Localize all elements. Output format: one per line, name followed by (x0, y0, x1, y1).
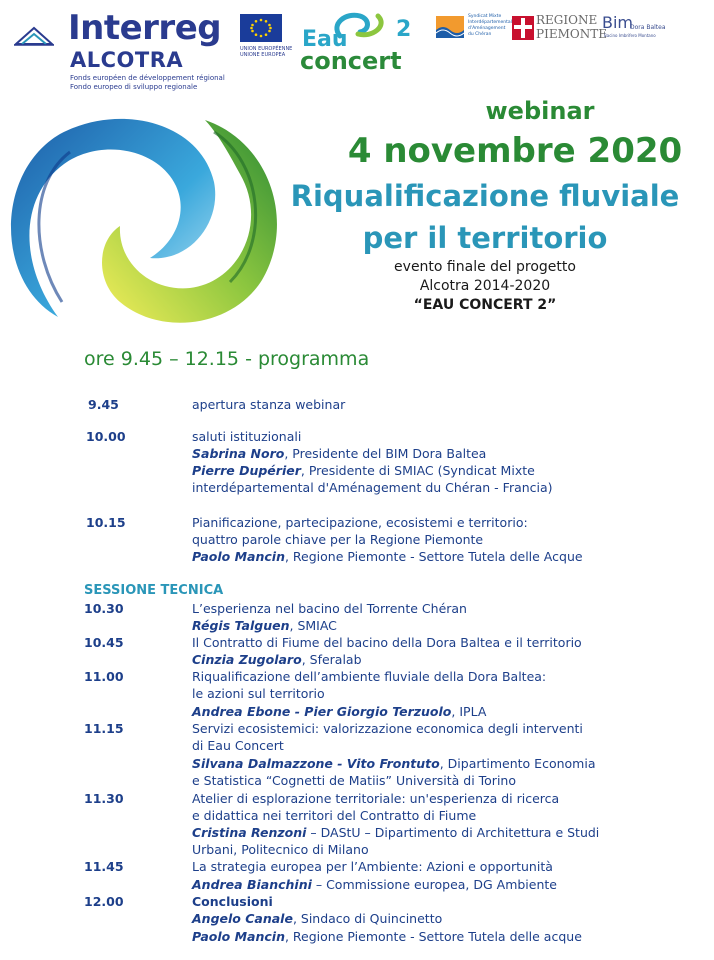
fonds-line-it: Fondo europeo di sviluppo regionale (70, 83, 198, 91)
session-label: SESSIONE TECNICA (84, 583, 224, 598)
speaker-role: , Regione Piemonte - Settore Tutela delle Acque (284, 549, 583, 564)
agenda-time: 10.30 (84, 601, 124, 616)
smiac-text-line: du Chéran (468, 32, 492, 37)
speaker-role: , IPLA (451, 704, 487, 719)
eau-logo-text: Eau (302, 27, 348, 52)
event-title-line2: per il territorio (362, 221, 608, 255)
program-heading: ore 9.45 – 12.15 - programma (84, 348, 370, 370)
agenda-speaker (192, 617, 337, 634)
speaker-name: Sabrina Noro (192, 446, 285, 461)
agenda-title-continued: di Eau Concert (192, 738, 284, 753)
speaker-role: – DAStU – Dipartimento di Architettura e Studi (306, 825, 600, 840)
webinar-label: webinar (485, 97, 595, 125)
agenda-time: 10.45 (84, 635, 124, 650)
concert-logo-text: concert (300, 47, 402, 75)
smiac-text-line: Syndicat Mixte (468, 14, 502, 19)
agenda-title: L’esperienza nel bacino del Torrente Chéran (192, 601, 467, 616)
fonds-line-fr: Fonds européen de développement régional (70, 74, 225, 82)
alcotra-mountain-icon (14, 26, 54, 46)
agenda-speaker (192, 462, 535, 479)
dora-baltea-text: Dora Baltea (630, 24, 666, 31)
water-swirl-graphic-icon (0, 112, 290, 332)
eu-flag-icon (240, 14, 282, 42)
agenda-speaker (192, 445, 486, 462)
agenda-speaker (192, 548, 583, 565)
speaker-name: Paolo Mancin (192, 929, 285, 944)
agenda-speaker (192, 910, 442, 927)
regione-text: REGIONE (536, 13, 598, 27)
speaker-role: , Sindaco di Quincinetto (292, 911, 443, 926)
event-subtitle-line2: Alcotra 2014-2020 (419, 278, 551, 294)
speaker-role-continued: e Statistica “Cognetti de Matiis” Università di Torino (192, 773, 516, 788)
agenda-speaker (192, 703, 486, 720)
speaker-role: , Presidente di SMIAC (Syndicat Mixte (300, 463, 535, 478)
speaker-role-continued: Urbani, Politecnico di Milano (192, 842, 369, 857)
event-subtitle-line1: evento finale del progetto (394, 259, 576, 275)
smiac-text-line: d'Aménagement (468, 26, 506, 31)
speaker-role: , Dipartimento Economia (439, 756, 596, 771)
speaker-name: Cristina Renzoni (192, 825, 307, 840)
agenda-title: apertura stanza webinar (192, 397, 346, 412)
agenda-title-continued: le azioni sul territorio (192, 686, 325, 701)
speaker-role: , Sferalab (301, 652, 362, 667)
agenda-title: Pianificazione, partecipazione, ecosistemi e territorio: (192, 515, 528, 530)
agenda-time: 11.00 (84, 669, 124, 684)
speaker-name: Andrea Bianchini (192, 877, 312, 892)
agenda-time: 11.45 (84, 859, 124, 874)
speaker-name: Cinzia Zugolaro (192, 652, 302, 667)
agenda-speaker (192, 755, 595, 772)
speaker-role: , SMIAC (289, 618, 337, 633)
speaker-role: , Regione Piemonte - Settore Tutela delle acque (284, 929, 582, 944)
agenda-speaker (192, 824, 599, 841)
speaker-name: Pierre Dupérier (192, 463, 301, 478)
agenda-time: 11.30 (84, 791, 124, 806)
logo-bar (0, 0, 714, 100)
agenda-title-continued: quattro parole chiave per la Regione Piemonte (192, 532, 484, 547)
speaker-role-continued: interdépartemental d'Aménagement du Chéran - Francia) (192, 480, 553, 495)
interreg-logo-text: Interreg (68, 8, 222, 48)
speaker-name: Andrea Ebone - Pier Giorgio Terzuolo (192, 704, 452, 719)
agenda-speaker (192, 651, 362, 668)
speaker-name: Régis Talguen (192, 618, 290, 633)
agenda-speaker (192, 928, 582, 945)
agenda-title: Conclusioni (192, 894, 273, 909)
agenda-time: 11.15 (84, 721, 124, 736)
agenda-time: 9.45 (88, 397, 119, 412)
agenda-title: Servizi ecosistemici: valorizzazione economica degli interventi (192, 721, 583, 736)
agenda-title: saluti istituzionali (192, 429, 302, 444)
speaker-name: Angelo Canale (192, 911, 293, 926)
agenda-title-continued: e didattica nei territori del Contratto di Fiume (192, 808, 477, 823)
speaker-name: Silvana Dalmazzone - Vito Frontuto (192, 756, 440, 771)
bim-logo-text: Bim (602, 13, 634, 32)
alcotra-logo-text: ALCOTRA (70, 48, 184, 72)
speaker-role: , Presidente del BIM Dora Baltea (284, 446, 487, 461)
agenda-time: 12.00 (84, 894, 124, 909)
smiac-text-line: Interdépartemental (468, 20, 512, 25)
speaker-name: Paolo Mancin (192, 549, 285, 564)
eu-caption-fr: UNION EUROPÉENNE (240, 46, 293, 52)
speaker-role: – Commissione europea, DG Ambiente (311, 877, 557, 892)
bim-subtitle-text: Bacino Imbrifero Montano (604, 33, 656, 38)
two-logo-text: 2 (396, 17, 412, 42)
agenda-speaker (192, 876, 557, 893)
regione-piemonte-shield-icon (512, 16, 534, 40)
event-date: 4 novembre 2020 (347, 131, 683, 171)
event-title-line1: Riqualificazione fluviale (290, 179, 680, 213)
agenda-time: 10.00 (86, 429, 126, 444)
agenda-time: 10.15 (86, 515, 126, 530)
agenda-title: Riqualificazione dell’ambiente fluviale della Dora Baltea: (192, 669, 547, 684)
eu-caption-it: UNIONE EUROPEA (240, 52, 286, 58)
agenda-title: La strategia europea per l’Ambiente: Azioni e opportunità (192, 859, 553, 874)
agenda-title: Il Contratto di Fiume del bacino della Dora Baltea e il territorio (192, 635, 582, 650)
event-subtitle-line3: “EAU CONCERT 2” (413, 297, 557, 313)
piemonte-text: PIEMONTE (536, 27, 607, 41)
agenda-title: Atelier di esplorazione territoriale: un'esperienza di ricerca (192, 791, 560, 806)
smiac-logo-icon (436, 16, 464, 38)
